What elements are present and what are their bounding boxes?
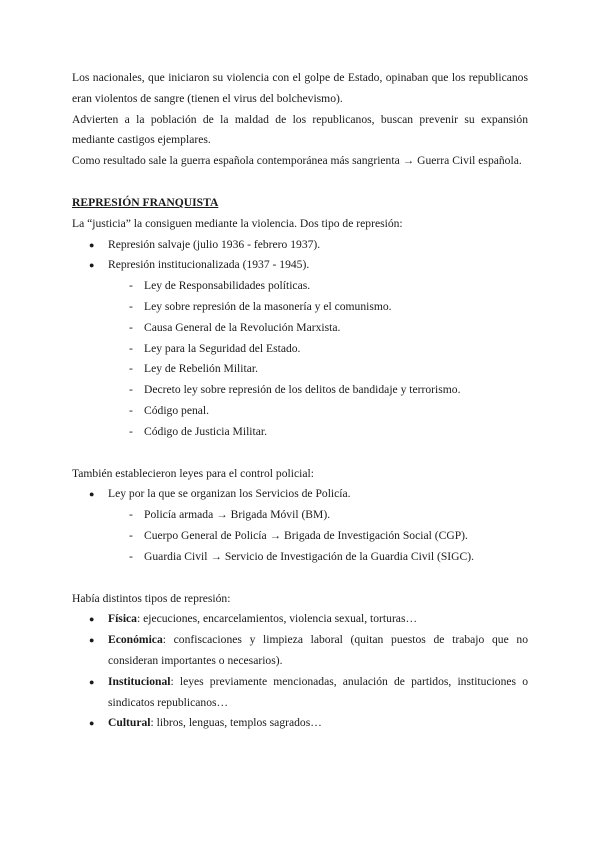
list-item: - Código de Justicia Militar. xyxy=(72,422,528,443)
intro-section xyxy=(72,68,528,172)
laws-list xyxy=(72,276,528,442)
dash-icon: - xyxy=(129,403,133,417)
police-intro: También establecieron leyes para el control policial: xyxy=(72,466,314,480)
dash-icon: - xyxy=(129,299,133,313)
police-law-list xyxy=(72,484,528,505)
list-item: - Guardia Civil → Servicio de Investigación de la Guardia Civil (SIGC). xyxy=(72,547,528,568)
dash-icon: - xyxy=(129,508,133,522)
bullet-icon: ● xyxy=(89,489,95,500)
term: Física xyxy=(108,612,137,626)
list-item: ● Física: ejecuciones, encarcelamientos, violencia sexual, torturas… xyxy=(72,609,528,630)
list-item: - Ley de Rebelión Militar. xyxy=(72,359,528,380)
intro-paragraph: Advierten a la población de la maldad de los republicanos, buscan prevenir su expansión mediante castigos ejemplares. xyxy=(72,112,528,147)
list-item: - Policía armada → Brigada Móvil (BM). xyxy=(72,505,528,526)
list-item: - Ley de Responsabilidades políticas. xyxy=(72,276,528,297)
dash-icon: - xyxy=(129,362,133,376)
list-item: ● Represión institucionalizada (1937 - 1945). xyxy=(72,255,528,276)
list-item: - Causa General de la Revolución Marxista. xyxy=(72,318,528,339)
repression-types-list xyxy=(72,235,528,277)
list-item: - Cuerpo General de Policía → Brigada de Investigación Social (CGP). xyxy=(72,526,528,547)
dash-icon: - xyxy=(129,528,133,542)
list-item: ● Ley por la que se organizan los Servicios de Policía. xyxy=(72,484,528,505)
bullet-icon: ● xyxy=(89,635,95,646)
list-item: - Ley sobre represión de la masonería y el comunismo. xyxy=(72,297,528,318)
bullet-icon: ● xyxy=(89,676,95,687)
intro-paragraph: Los nacionales, que iniciaron su violencia con el golpe de Estado, opinaban que los republicanos eran violentos de sangre (tienen el virus del bolchevismo). xyxy=(72,71,528,105)
dash-icon: - xyxy=(129,279,133,293)
police-units-list xyxy=(72,505,528,567)
dash-icon: - xyxy=(129,320,133,334)
list-item: ● Cultural: libros, lenguas, templos sagrados… xyxy=(72,713,528,734)
list-item: ● Económica: confiscaciones y limpieza laboral (quitan puestos de trabajo que no consideran importantes o necesarios). xyxy=(72,630,528,672)
bullet-icon: ● xyxy=(89,239,95,250)
bullet-icon: ● xyxy=(89,614,95,625)
justice-line: La “justicia” la consiguen mediante la violencia. Dos tipo de represión: xyxy=(72,216,403,230)
list-item: ● Represión salvaje (julio 1936 - febrero 1937). xyxy=(72,235,528,256)
dash-icon: - xyxy=(129,549,133,563)
bullet-icon: ● xyxy=(89,260,95,271)
dash-icon: - xyxy=(129,341,133,355)
dash-icon: - xyxy=(129,383,133,397)
term: Económica xyxy=(108,633,163,647)
intro-paragraph: Como resultado sale la guerra española contemporánea más sangrienta → Guerra Civil española. xyxy=(72,154,522,168)
repression-kinds-list xyxy=(72,609,528,734)
list-item: ● Institucional: leyes previamente mencionadas, anulación de partidos, instituciones o sindicatos republicanos… xyxy=(72,672,528,714)
term: Cultural xyxy=(108,716,151,730)
term: Institucional xyxy=(108,674,171,688)
list-item: - Decreto ley sobre represión de los delitos de bandidaje y terrorismo. xyxy=(72,380,528,401)
bullet-icon: ● xyxy=(89,718,95,729)
document-body xyxy=(72,68,528,734)
list-item: - Código penal. xyxy=(72,401,528,422)
types-intro: Había distintos tipos de represión: xyxy=(72,591,231,605)
section-title: REPRESIÓN FRANQUISTA xyxy=(72,195,219,209)
dash-icon: - xyxy=(129,424,133,438)
list-item: - Ley para la Seguridad del Estado. xyxy=(72,339,528,360)
